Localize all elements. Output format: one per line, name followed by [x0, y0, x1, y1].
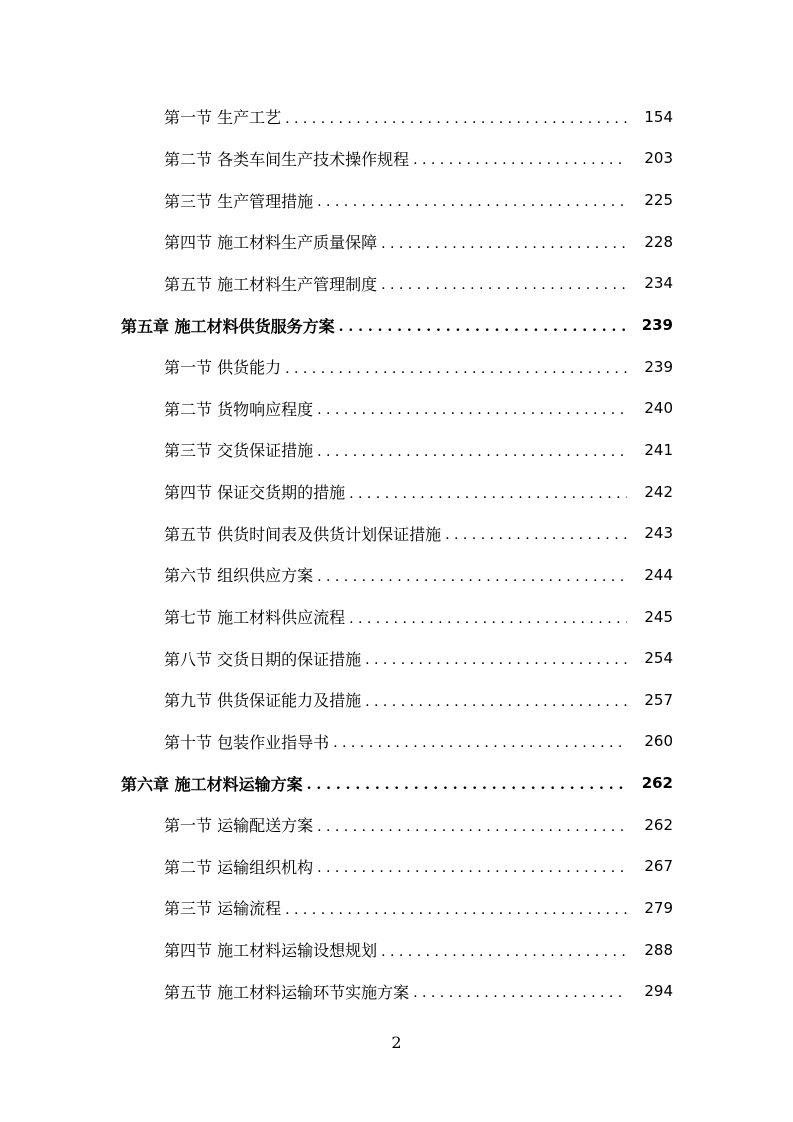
toc-entry-title: 第三节 运输流程 [164, 899, 282, 919]
toc-entry[interactable] [0, 387, 793, 429]
toc-chapter-page: 262 [641, 774, 673, 793]
toc-leader-dots [317, 445, 627, 459]
toc-leader-dots [285, 112, 627, 126]
toc-chapter-entry[interactable] [0, 304, 793, 346]
toc-entry[interactable] [0, 512, 793, 554]
toc-entry-title: 第二节 货物响应程度 [164, 399, 314, 419]
toc-entry-title: 第一节 生产工艺 [164, 108, 282, 128]
table-of-contents [0, 96, 793, 1012]
toc-entry[interactable] [0, 429, 793, 471]
toc-entry[interactable] [0, 846, 793, 888]
toc-entry-page: 239 [644, 357, 673, 376]
toc-entry-title: 第二节 运输组织机构 [164, 857, 314, 877]
toc-entry-title: 第三节 交货保证措施 [164, 441, 314, 461]
toc-entry[interactable] [0, 637, 793, 679]
toc-entry-title: 第四节 施工材料生产质量保障 [164, 233, 378, 253]
toc-entry[interactable] [0, 721, 793, 763]
toc-entry-title: 第五节 供货时间表及供货计划保证措施 [164, 524, 442, 544]
toc-entry-title: 第三节 生产管理措施 [164, 191, 314, 211]
toc-entry[interactable] [0, 263, 793, 305]
toc-entry-title: 第四节 施工材料运输设想规划 [164, 941, 378, 961]
toc-entry[interactable] [0, 887, 793, 929]
toc-leader-dots [285, 903, 627, 917]
toc-entry-title: 第八节 交货日期的保证措施 [164, 649, 362, 669]
toc-entry[interactable] [0, 970, 793, 1012]
toc-leader-dots [317, 861, 627, 875]
toc-entry-title: 第五节 施工材料运输环节实施方案 [164, 982, 410, 1002]
toc-chapter-title: 第五章 施工材料供货服务方案 [121, 316, 335, 336]
toc-leader-dots [317, 570, 627, 584]
toc-entry-title: 第九节 供货保证能力及措施 [164, 691, 362, 711]
toc-leader-dots [381, 945, 627, 959]
toc-leader-dots [349, 487, 627, 501]
toc-entry-page: 243 [644, 524, 673, 543]
toc-entry-page: 254 [644, 649, 673, 668]
toc-leader-dots [365, 695, 627, 709]
toc-leader-dots [445, 528, 627, 542]
toc-entry[interactable] [0, 679, 793, 721]
toc-entry-page: 245 [644, 607, 673, 626]
toc-entry-title: 第六节 组织供应方案 [164, 566, 314, 586]
toc-leader-dots [381, 278, 627, 292]
toc-entry-title: 第四节 保证交货期的措施 [164, 483, 346, 503]
toc-entry[interactable] [0, 221, 793, 263]
toc-leader-dots [285, 362, 627, 376]
toc-entry-title: 第十节 包装作业指导书 [164, 732, 330, 752]
toc-leader-dots [413, 153, 627, 167]
toc-entry-page: 262 [644, 815, 673, 834]
toc-leader-dots [381, 237, 627, 251]
toc-entry-page: 203 [644, 149, 673, 168]
toc-leader-dots [333, 736, 627, 750]
toc-leader-dots [349, 612, 627, 626]
toc-entry[interactable] [0, 471, 793, 513]
toc-entry-page: 240 [644, 399, 673, 418]
toc-entry-page: 267 [644, 857, 673, 876]
toc-entry[interactable] [0, 554, 793, 596]
toc-entry-page: 228 [644, 232, 673, 251]
toc-entry-title: 第二节 各类车间生产技术操作规程 [164, 149, 410, 169]
toc-entry-title: 第一节 运输配送方案 [164, 816, 314, 836]
toc-entry-title: 第五节 施工材料生产管理制度 [164, 274, 378, 294]
toc-entry-page: 260 [644, 732, 673, 751]
toc-entry-page: 257 [644, 690, 673, 709]
toc-entry-title: 第七节 施工材料供应流程 [164, 608, 346, 627]
toc-entry-page: 242 [644, 482, 673, 501]
toc-entry-page: 288 [644, 940, 673, 959]
toc-entry[interactable] [0, 138, 793, 180]
toc-entry-page: 244 [644, 565, 673, 584]
toc-entry-page: 225 [644, 191, 673, 210]
toc-entry[interactable] [0, 929, 793, 971]
toc-entry[interactable] [0, 346, 793, 388]
toc-entry-page: 294 [644, 982, 673, 1001]
toc-chapter-title: 第六章 施工材料运输方案 [121, 774, 303, 794]
toc-leader-dots [317, 403, 627, 417]
toc-entry-page: 234 [644, 274, 673, 293]
toc-leader-dots [317, 820, 627, 834]
page-number: 2 [391, 1033, 402, 1052]
toc-leader-dots [307, 778, 627, 792]
toc-chapter-entry[interactable] [0, 762, 793, 804]
toc-entry[interactable] [0, 804, 793, 846]
toc-leader-dots [317, 195, 627, 209]
toc-entry[interactable] [0, 596, 793, 638]
toc-entry[interactable] [0, 179, 793, 221]
toc-leader-dots [413, 986, 627, 1000]
toc-leader-dots [365, 653, 627, 667]
toc-entry-page: 154 [644, 107, 673, 126]
toc-entry[interactable] [0, 96, 793, 138]
toc-entry-page: 279 [644, 898, 673, 917]
toc-entry-title: 第一节 供货能力 [164, 358, 282, 378]
toc-leader-dots [339, 320, 627, 334]
toc-entry-page: 241 [644, 440, 673, 459]
toc-chapter-page: 239 [641, 316, 673, 335]
